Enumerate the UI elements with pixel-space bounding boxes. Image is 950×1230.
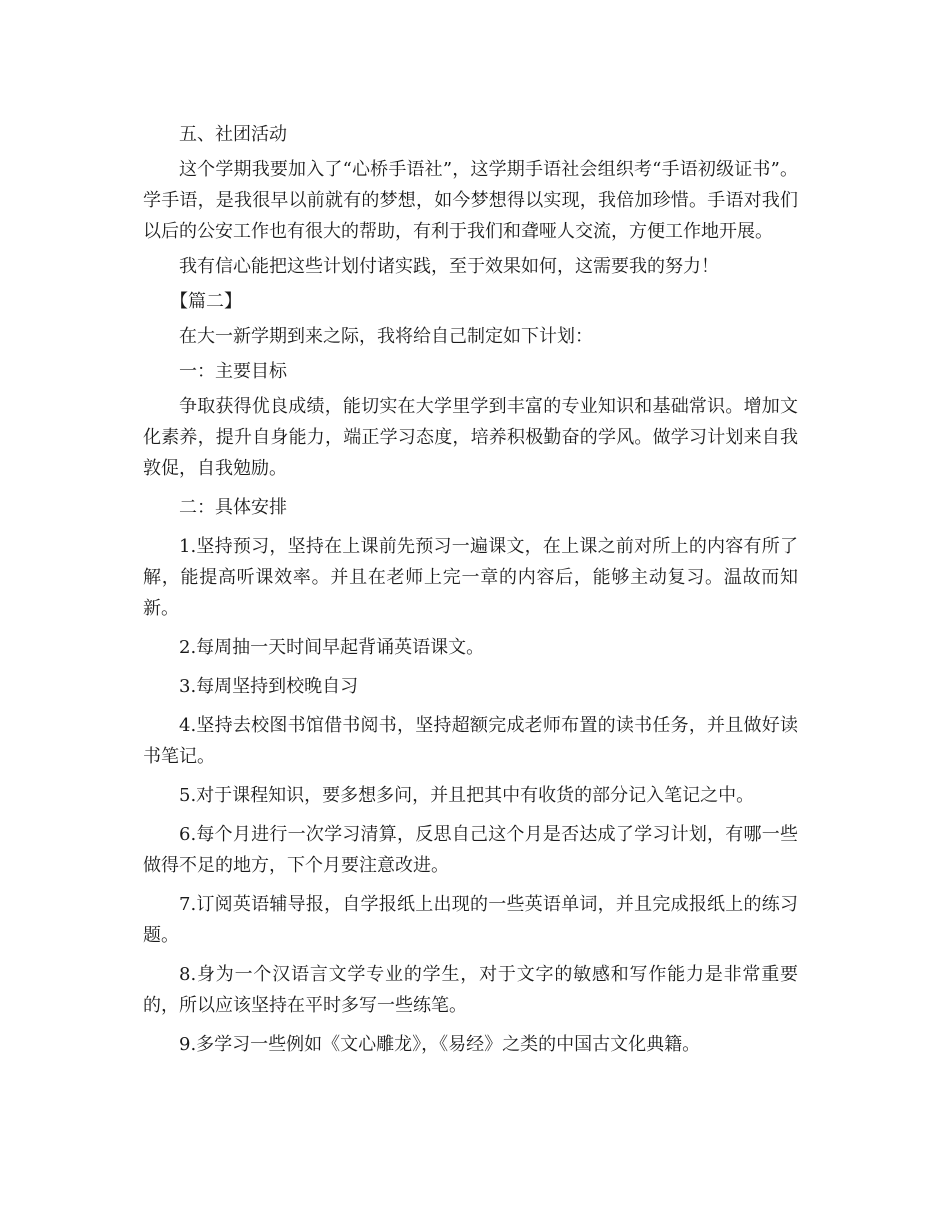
- list-item-2: 2.每周抽一天时间早起背诵英语课文。: [179, 637, 485, 658]
- document-page: [143, 119, 798, 1060]
- section-heading-club-activities: 五、社团活动: [179, 124, 287, 145]
- list-item-3: 3.每周坚持到校晚自习: [179, 676, 359, 697]
- list-item-7: 7.订阅英语辅导报，自学报纸上出现的一些英语单词，并且完成报纸上的练习题。: [143, 894, 798, 946]
- list-item-6: 6.每个月进行一次学习清算，反思自己这个月是否达成了学习计划，有哪一些做得不足的地方，下个月要注意改进。: [143, 824, 798, 876]
- section-heading-specific-arrangements: 二：具体安排: [179, 497, 287, 518]
- paragraph-sign-language-club: 这个学期我要加入了“心桥手语社”，这学期手语社会组织考“手语初级证书”。学手语，是我很早以前就有的梦想，如今梦想得以实现，我倍加珍惜。手语对我们以后的公安工作也有很大的帮助，有利于我们和聋哑人交流，方便工作地开展。: [143, 159, 798, 242]
- list-item-9: 9.多学习一些例如《文心雕龙》，《易经》之类的中国古文化典籍。: [179, 1034, 701, 1055]
- paragraph-main-goals: 争取获得优良成绩，能切实在大学里学到丰富的专业知识和基础常识。增加文化素养，提升自身能力，端正学习态度，培养积极勤奋的学风。做学习计划来自我敦促，自我勉励。: [143, 396, 798, 479]
- section-heading-main-goals: 一：主要目标: [179, 361, 287, 382]
- list-item-4: 4.坚持去校图书馆借书阅书，坚持超额完成老师布置的读书任务，并且做好读书笔记。: [143, 715, 798, 767]
- list-item-1: 1.坚持预习，坚持在上课前先预习一遍课文，在上课之前对所上的内容有所了解，能提高听课效率。并且在老师上完一章的内容后，能够主动复习。温故而知新。: [143, 536, 798, 619]
- list-item-8: 8.身为一个汉语言文学专业的学生，对于文字的敏感和写作能力是非常重要的，所以应该坚持在平时多写一些练笔。: [143, 964, 798, 1016]
- list-item-5: 5.对于课程知识，要多想多问，并且把其中有收货的部分记入笔记之中。: [179, 785, 755, 806]
- paragraph-intro-plan: 在大一新学期到来之际，我将给自己制定如下计划：: [179, 326, 593, 347]
- paragraph-confidence: 我有信心能把这些计划付诸实践，至于效果如何，这需要我的努力！: [179, 256, 719, 277]
- section-heading-part-two: 【篇二】: [170, 291, 242, 312]
